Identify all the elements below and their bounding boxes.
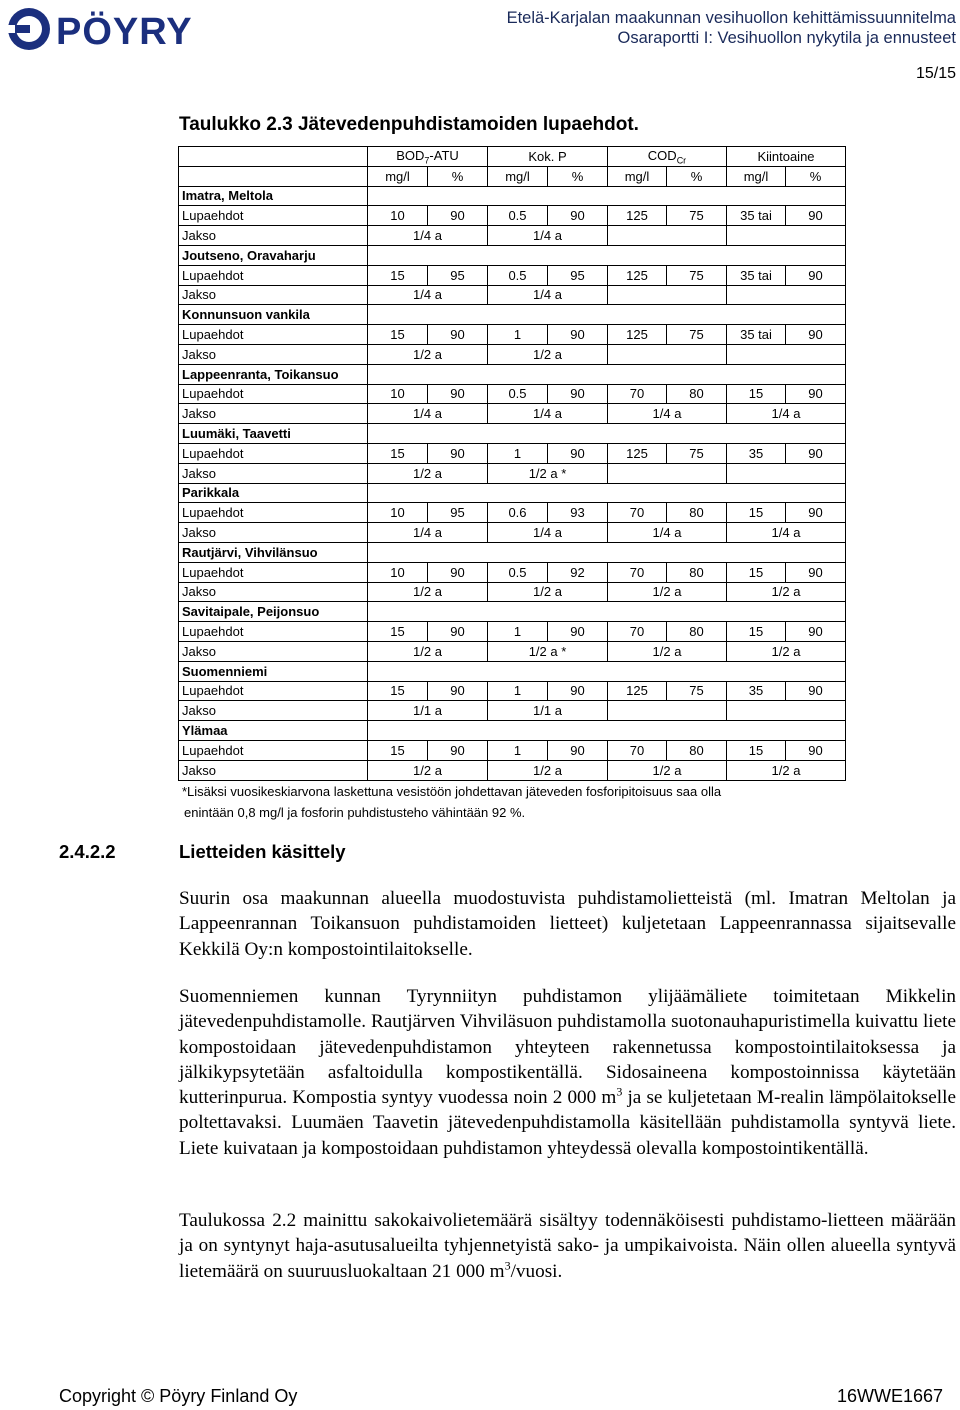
value-cell: 90	[786, 265, 846, 285]
period-cell	[727, 463, 846, 483]
value-cell: 90	[786, 622, 846, 642]
value-cell: 0.5	[488, 206, 548, 226]
plant-name-cell: Imatra, Meltola	[179, 186, 368, 206]
value-cell: 95	[548, 265, 608, 285]
period-cell: 1/2 a	[488, 582, 608, 602]
paragraph-2-superscript: 3	[616, 1084, 623, 1099]
value-cell: 90	[548, 325, 608, 345]
period-cell: 1/2 a	[368, 760, 488, 780]
permit-values-row	[179, 384, 846, 404]
unit-header-cell: %	[667, 166, 727, 186]
value-cell: 80	[667, 622, 727, 642]
value-cell: 75	[667, 325, 727, 345]
group-name-row	[179, 542, 846, 562]
row-label-cell: Lupaehdot	[179, 384, 368, 404]
value-cell: 90	[786, 384, 846, 404]
value-cell: 70	[608, 740, 667, 760]
period-cell: 1/4 a	[488, 404, 608, 424]
value-cell: 80	[667, 503, 727, 523]
period-cell: 1/1 a	[368, 701, 488, 721]
value-cell: 15	[368, 265, 428, 285]
value-cell: 10	[368, 503, 428, 523]
param-header-cell	[488, 147, 608, 167]
row-label-cell: Lupaehdot	[179, 562, 368, 582]
period-row	[179, 523, 846, 543]
row-label-cell: Lupaehdot	[179, 325, 368, 345]
value-cell: 90	[786, 443, 846, 463]
value-cell: 1	[488, 622, 548, 642]
unit-header-cell: %	[548, 166, 608, 186]
period-cell	[727, 285, 846, 305]
poyry-logo-mark	[6, 6, 246, 52]
row-label-cell: Jakso	[179, 523, 368, 543]
plant-name-cell: Konnunsuon vankila	[179, 305, 368, 325]
units-corner-cell	[179, 166, 368, 186]
permit-values-row	[179, 562, 846, 582]
period-cell: 1/4 a	[727, 404, 846, 424]
value-cell: 1	[488, 681, 548, 701]
period-cell: 1/2 a	[368, 463, 488, 483]
period-cell: 1/4 a	[368, 285, 488, 305]
param-header-subscript: 7	[424, 155, 430, 166]
row-label-cell: Jakso	[179, 760, 368, 780]
period-cell: 1/2 a *	[488, 463, 608, 483]
table-units-row	[179, 166, 846, 186]
value-cell: 90	[786, 681, 846, 701]
value-cell: 75	[667, 443, 727, 463]
permit-values-row	[179, 740, 846, 760]
plant-name-cell: Ylämaa	[179, 721, 368, 741]
paragraph-1: Suurin osa maakunnan alueella muodostuvista puhdistamolietteistä (ml. Imatran Meltolan ja Lappeenrannan Toikansuon puhdistamoiden lietteet) kuljetetaan Lappeenrannassa sijaitsevalle Kekkilä Oy:n kompostointilaitokselle.	[179, 888, 956, 960]
permit-values-row	[179, 443, 846, 463]
value-cell: 70	[608, 384, 667, 404]
paragraph-2-part-a: Suomenniemen kunnan Tyrynniityn puhdistamon ylijäämäliete toimitetaan Mikkelin jätevedenpuhdistamolle. Rautjärven Vihviläsuon puhdistamolla suotonauhapuristimella kuivattu liete kompostoidaan jätevedenpuhdistamon yhteyteen rakennetussa kompostointilaitoksessa ja jälkikypsytetään asfaltoidulla kompostikentällä. Sidosaineena kompostoinnissa käytetään kutterinpurua. Kompostia syntyy vuodessa noin 2 000 m	[179, 986, 956, 1109]
plant-name-cell: Rautjärvi, Vihvilänsuo	[179, 542, 368, 562]
value-cell: 125	[608, 206, 667, 226]
period-cell: 1/2 a	[368, 344, 488, 364]
value-cell: 90	[786, 740, 846, 760]
period-cell	[608, 226, 727, 246]
period-row	[179, 463, 846, 483]
value-cell: 15	[727, 384, 786, 404]
value-cell: 15	[368, 681, 428, 701]
header-corner-cell	[179, 147, 368, 167]
param-header-name: Kiintoaine	[757, 148, 815, 164]
group-name-row	[179, 602, 846, 622]
period-cell: 1/2 a	[368, 582, 488, 602]
period-cell	[608, 344, 727, 364]
group-blank-cell	[368, 483, 846, 503]
param-header-cell	[368, 147, 488, 167]
value-cell: 0.5	[488, 265, 548, 285]
value-cell: 15	[727, 562, 786, 582]
plant-name-cell: Suomenniemi	[179, 661, 368, 681]
period-row	[179, 344, 846, 364]
value-cell: 15	[368, 622, 428, 642]
group-blank-cell	[368, 245, 846, 265]
value-cell: 90	[428, 384, 488, 404]
row-label-cell: Lupaehdot	[179, 503, 368, 523]
period-cell: 1/4 a	[368, 523, 488, 543]
period-row	[179, 701, 846, 721]
value-cell: 90	[786, 562, 846, 582]
value-cell: 15	[727, 740, 786, 760]
value-cell: 95	[428, 265, 488, 285]
footer-document-code: 16WWE1667	[836, 1386, 943, 1406]
period-cell: 1/4 a	[488, 523, 608, 543]
value-cell: 15	[727, 622, 786, 642]
row-label-cell: Jakso	[179, 463, 368, 483]
period-cell: 1/2 a	[488, 760, 608, 780]
row-label-cell: Lupaehdot	[179, 681, 368, 701]
period-row	[179, 226, 846, 246]
period-cell: 1/4 a	[488, 285, 608, 305]
group-name-row	[179, 661, 846, 681]
value-cell: 70	[608, 503, 667, 523]
value-cell: 90	[786, 206, 846, 226]
footer-copyright: Copyright © Pöyry Finland Oy	[59, 1386, 298, 1406]
value-cell: 125	[608, 325, 667, 345]
period-cell	[727, 701, 846, 721]
value-cell: 75	[667, 206, 727, 226]
group-blank-cell	[368, 305, 846, 325]
value-cell: 0.5	[488, 384, 548, 404]
table-footnote	[184, 781, 721, 823]
value-cell: 90	[428, 740, 488, 760]
row-label-cell: Lupaehdot	[179, 443, 368, 463]
footnote-line-1: *Lisäksi vuosikeskiarvona laskettuna vesistöön johdettavan jäteveden fosforipitoisuus saa olla	[182, 784, 722, 799]
period-row	[179, 641, 846, 661]
value-cell: 15	[368, 443, 428, 463]
unit-header-cell: %	[428, 166, 488, 186]
row-label-cell: Jakso	[179, 226, 368, 246]
value-cell: 35 tai	[727, 265, 786, 285]
value-cell: 35	[727, 443, 786, 463]
period-cell	[608, 701, 727, 721]
period-cell: 1/2 a *	[488, 641, 608, 661]
period-cell	[727, 344, 846, 364]
value-cell: 90	[548, 443, 608, 463]
row-label-cell: Lupaehdot	[179, 265, 368, 285]
value-cell: 125	[608, 443, 667, 463]
group-blank-cell	[368, 186, 846, 206]
period-cell: 1/2 a	[368, 641, 488, 661]
period-cell: 1/4 a	[368, 404, 488, 424]
value-cell: 35 tai	[727, 325, 786, 345]
value-cell: 90	[428, 443, 488, 463]
param-header-name: Kok. P	[528, 148, 567, 164]
group-name-row	[179, 364, 846, 384]
unit-header-cell: mg/l	[488, 166, 548, 186]
period-cell: 1/4 a	[727, 523, 846, 543]
value-cell: 90	[428, 681, 488, 701]
value-cell: 80	[667, 384, 727, 404]
period-cell: 1/2 a	[488, 344, 608, 364]
period-cell: 1/2 a	[608, 582, 727, 602]
value-cell: 93	[548, 503, 608, 523]
permit-values-row	[179, 503, 846, 523]
period-row	[179, 582, 846, 602]
param-header-cell	[608, 147, 727, 167]
value-cell: 90	[786, 503, 846, 523]
value-cell: 125	[608, 265, 667, 285]
group-blank-cell	[368, 602, 846, 622]
value-cell: 95	[428, 503, 488, 523]
param-header-name: COD	[647, 147, 677, 163]
permit-table-wrapper	[178, 146, 846, 781]
value-cell: 90	[786, 325, 846, 345]
permit-values-row	[179, 265, 846, 285]
value-cell: 35 tai	[727, 206, 786, 226]
table-header-row	[179, 147, 846, 167]
value-cell: 80	[667, 562, 727, 582]
unit-header-cell: %	[786, 166, 846, 186]
period-cell: 1/2 a	[608, 641, 727, 661]
plant-name-cell: Parikkala	[179, 483, 368, 503]
period-cell: 1/2 a	[727, 760, 846, 780]
period-cell	[727, 226, 846, 246]
value-cell: 90	[428, 325, 488, 345]
value-cell: 90	[428, 622, 488, 642]
value-cell: 90	[548, 206, 608, 226]
table-caption: Taulukko 2.3 Jätevedenpuhdistamoiden lupaehdot.	[179, 114, 639, 135]
value-cell: 1	[488, 740, 548, 760]
group-name-row	[179, 483, 846, 503]
section-heading	[59, 841, 346, 863]
value-cell: 90	[428, 206, 488, 226]
group-name-row	[179, 721, 846, 741]
paragraph-2-part-b: ja se kuljetetaan M-realin lämpölaitokselle poltettavaksi. Luumäen Taavetin jätevedenpuhdistamolla käsitellään puhdistamolla syntyvä liete. Liete kuivataan ja kompostoidaan puhdistamon yhteydessä olevalla kompostointikentällä.	[179, 1087, 956, 1159]
group-blank-cell	[368, 424, 846, 444]
period-cell: 1/4 a	[608, 523, 727, 543]
section-number: 2.4.2.2	[59, 841, 116, 862]
period-row	[179, 285, 846, 305]
value-cell: 70	[608, 562, 667, 582]
group-name-row	[179, 424, 846, 444]
row-label-cell: Jakso	[179, 344, 368, 364]
page-number: 15/15	[915, 65, 956, 82]
permit-values-row	[179, 325, 846, 345]
param-header-name: BOD	[396, 147, 425, 163]
header-report-title: Osaraportti I: Vesihuollon nykytila ja ennusteet	[617, 29, 956, 47]
value-cell: 70	[608, 622, 667, 642]
group-name-row	[179, 305, 846, 325]
period-cell: 1/2 a	[608, 760, 727, 780]
plant-name-cell: Lappeenranta, Toikansuo	[179, 364, 368, 384]
period-cell	[608, 285, 727, 305]
group-blank-cell	[368, 661, 846, 681]
paragraph-3-part-a: Taulukossa 2.2 mainittu sakokaivolietemäärä sisältyy todennäköisesti puhdistamo-lietteen määrään ja on syntynyt haja-asutusalueilta tyhjennetyistä sako- ja umpikaivoista. Näin ollen alueella syntyvä lietemäärä on suuruusluokaltaan 21 000 m	[179, 1210, 956, 1282]
logo-wordmark: PÖYRY	[56, 11, 193, 52]
group-blank-cell	[368, 542, 846, 562]
document-header	[507, 8, 956, 48]
value-cell: 0.6	[488, 503, 548, 523]
value-cell: 10	[368, 384, 428, 404]
value-cell: 15	[727, 503, 786, 523]
value-cell: 15	[368, 325, 428, 345]
value-cell: 90	[548, 740, 608, 760]
period-cell: 1/1 a	[488, 701, 608, 721]
value-cell: 90	[548, 681, 608, 701]
row-label-cell: Jakso	[179, 641, 368, 661]
paragraph-3-part-b: /vuosi.	[510, 1260, 563, 1282]
permit-values-row	[179, 206, 846, 226]
period-cell: 1/4 a	[608, 404, 727, 424]
permit-values-row	[179, 622, 846, 642]
param-header-cell	[727, 147, 846, 167]
row-label-cell: Lupaehdot	[179, 206, 368, 226]
period-cell: 1/2 a	[727, 641, 846, 661]
value-cell: 80	[667, 740, 727, 760]
value-cell: 15	[368, 740, 428, 760]
row-label-cell: Lupaehdot	[179, 740, 368, 760]
header-project-title: Etelä-Karjalan maakunnan vesihuollon kehittämissuunnitelma	[506, 9, 956, 27]
period-row	[179, 404, 846, 424]
plant-name-cell: Luumäki, Taavetti	[179, 424, 368, 444]
value-cell: 1	[488, 325, 548, 345]
paragraph-3	[179, 1208, 956, 1284]
value-cell: 90	[548, 622, 608, 642]
period-cell: 1/2 a	[727, 582, 846, 602]
value-cell: 1	[488, 443, 548, 463]
unit-header-cell: mg/l	[727, 166, 786, 186]
permit-conditions-table	[178, 146, 846, 781]
value-cell: 90	[548, 384, 608, 404]
plant-name-cell: Savitaipale, Peijonsuo	[179, 602, 368, 622]
group-name-row	[179, 186, 846, 206]
section-title: Lietteiden käsittely	[179, 841, 346, 862]
row-label-cell: Jakso	[179, 404, 368, 424]
unit-header-cell: mg/l	[368, 166, 428, 186]
param-header-suffix: -ATU	[429, 147, 459, 163]
value-cell: 75	[667, 681, 727, 701]
param-header-subscript: Cr	[676, 155, 687, 166]
group-name-row	[179, 245, 846, 265]
poyry-logo	[6, 6, 246, 52]
period-row	[179, 760, 846, 780]
footnote-line-2: enintään 0,8 mg/l ja fosforin puhdistusteho vähintään 92 %.	[184, 805, 526, 820]
row-label-cell: Lupaehdot	[179, 622, 368, 642]
value-cell: 10	[368, 562, 428, 582]
unit-header-cell: mg/l	[608, 166, 667, 186]
period-cell: 1/4 a	[368, 226, 488, 246]
group-blank-cell	[368, 721, 846, 741]
paragraph-3-superscript: 3	[504, 1258, 511, 1273]
value-cell: 0.5	[488, 562, 548, 582]
row-label-cell: Jakso	[179, 582, 368, 602]
value-cell: 90	[428, 562, 488, 582]
period-cell: 1/4 a	[488, 226, 608, 246]
value-cell: 125	[608, 681, 667, 701]
value-cell: 92	[548, 562, 608, 582]
plant-name-cell: Joutseno, Oravaharju	[179, 245, 368, 265]
period-cell	[608, 463, 727, 483]
row-label-cell: Jakso	[179, 701, 368, 721]
paragraph-2	[179, 984, 956, 1161]
value-cell: 10	[368, 206, 428, 226]
group-blank-cell	[368, 364, 846, 384]
value-cell: 75	[667, 265, 727, 285]
permit-values-row	[179, 681, 846, 701]
row-label-cell: Jakso	[179, 285, 368, 305]
value-cell: 35	[727, 681, 786, 701]
